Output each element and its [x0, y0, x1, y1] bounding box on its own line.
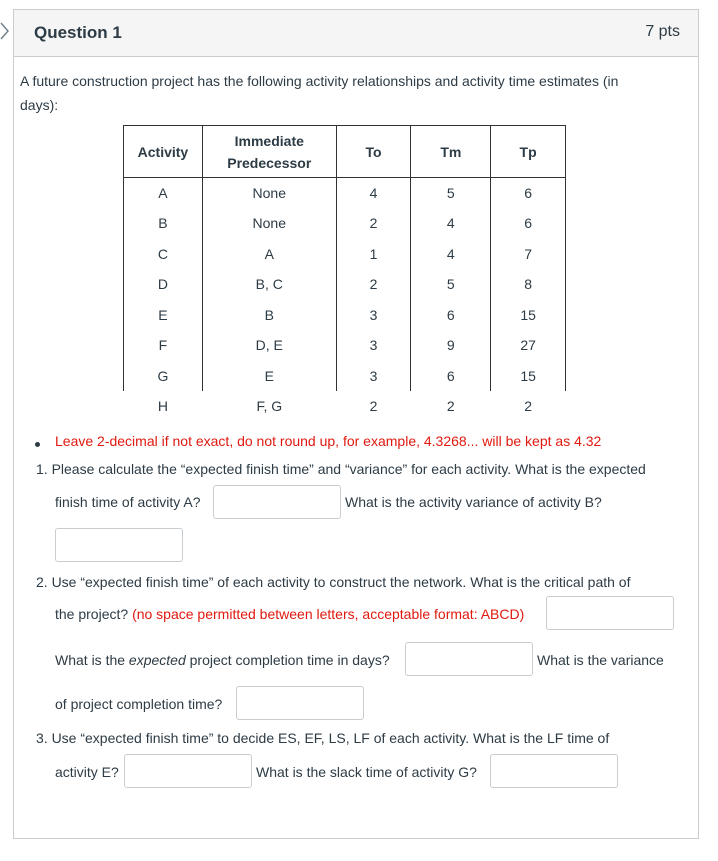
- cell-to: 3: [336, 330, 411, 361]
- header-predecessor-line1: Immediate: [234, 132, 304, 149]
- cell-tm: 2: [446, 398, 455, 415]
- completion-variance-input[interactable]: [236, 686, 364, 720]
- lf-e-input[interactable]: [124, 754, 252, 788]
- cell-activity: A: [124, 178, 203, 209]
- cell-predecessor: B, C: [202, 269, 336, 300]
- cell-tm: 4: [411, 208, 491, 239]
- q2-label-completion-time: [55, 652, 390, 668]
- chevron-right-icon[interactable]: [0, 22, 10, 40]
- q2-label-path-text: the project?: [55, 606, 129, 622]
- q2-label-variance-line2: of project completion time?: [55, 696, 223, 712]
- slack-g-input[interactable]: [490, 754, 618, 788]
- cell-predecessor: B: [202, 300, 336, 331]
- cell-tm: 4: [411, 239, 491, 270]
- q2-label-time-pre: What is the: [55, 652, 129, 668]
- q2-label-time-post: project completion time in days?: [185, 652, 390, 668]
- cell-tm: 5: [411, 269, 491, 300]
- cell-to: 1: [336, 239, 411, 270]
- table-row: [124, 269, 566, 300]
- q2-label-critical-path: [55, 606, 524, 622]
- table-row: [124, 391, 566, 422]
- question-title: Question 1: [34, 23, 122, 42]
- rounding-note: Leave 2-decimal if not exact, do not round up, for example, 4.3268... will be kept as 4.32: [55, 433, 602, 449]
- cell-tm: 9: [411, 330, 491, 361]
- cell-tm: 5: [411, 178, 491, 209]
- cell-to: 3: [336, 361, 411, 392]
- cell-activity: H: [157, 398, 168, 415]
- header-predecessor: [202, 126, 336, 178]
- cell-activity: D: [124, 269, 203, 300]
- cell-tm: 6: [411, 300, 491, 331]
- cell-tp: 6: [491, 208, 566, 239]
- cell-to: 2: [336, 269, 411, 300]
- bullet-dot: [35, 442, 40, 447]
- cell-tp: 6: [491, 178, 566, 209]
- cell-tp: 27: [491, 330, 566, 361]
- critical-path-input[interactable]: [546, 596, 674, 630]
- cell-to: 4: [336, 178, 411, 209]
- table-header-row: [124, 126, 566, 178]
- header-tp: Tp: [491, 126, 566, 178]
- cell-predecessor: E: [202, 361, 336, 392]
- q3-text: 3. Use “expected finish time” to decide ES, EF, LS, LF of each activity. What is the LF time of: [36, 730, 610, 746]
- q2-text: 2. Use “expected finish time” of each activity to construct the network. What is the critical path of: [36, 574, 631, 590]
- q2-label-variance-line1: What is the variance: [537, 652, 664, 668]
- cell-tp: 8: [491, 269, 566, 300]
- variance-b-input[interactable]: [55, 528, 183, 562]
- cell-activity: E: [124, 300, 203, 331]
- cell-to: 3: [336, 300, 411, 331]
- q2-label-time-em: expected: [128, 652, 186, 668]
- cell-activity: F: [124, 330, 203, 361]
- cell-tp: 2: [524, 398, 532, 415]
- completion-time-input[interactable]: [405, 642, 533, 676]
- q2-path-hint: (no space permitted between letters, acceptable format: ABCD): [132, 606, 525, 622]
- cell-to: 2: [369, 398, 378, 415]
- header-activity: Activity: [124, 126, 203, 178]
- header-to: To: [336, 126, 411, 178]
- table-row: [124, 330, 566, 361]
- cell-tm: 6: [411, 361, 491, 392]
- cell-predecessor: F, G: [256, 398, 283, 415]
- cell-predecessor: D, E: [202, 330, 336, 361]
- cell-activity: G: [124, 361, 203, 392]
- q1-label-variance-b: What is the activity variance of activity B?: [345, 494, 602, 510]
- table-row: [124, 361, 566, 392]
- q1-label-finish-a: finish time of activity A?: [55, 494, 201, 510]
- table-row: [124, 239, 566, 270]
- cell-predecessor: None: [202, 178, 336, 209]
- cell-activity: C: [124, 239, 203, 270]
- q3-label-slack-g: What is the slack time of activity G?: [256, 764, 477, 780]
- q3-label-lf-e: activity E?: [55, 764, 119, 780]
- cell-tp: 7: [491, 239, 566, 270]
- table-row: [124, 178, 566, 209]
- cell-tp: 15: [491, 361, 566, 392]
- cell-predecessor: A: [202, 239, 336, 270]
- question-header: [14, 10, 698, 57]
- cell-tp: 15: [491, 300, 566, 331]
- cell-to: 2: [336, 208, 411, 239]
- finish-time-a-input[interactable]: [213, 485, 341, 519]
- question-intro: A future construction project has the following activity relationships and activity time estimates (in days):: [20, 73, 619, 113]
- q1-text: 1. Please calculate the “expected finish time” and “variance” for each activity. What is the expected: [36, 461, 646, 477]
- question-points: 7 pts: [645, 23, 680, 40]
- table-row: [124, 208, 566, 239]
- table-row: [124, 300, 566, 331]
- cell-activity: B: [124, 208, 203, 239]
- header-tm: Tm: [411, 126, 491, 178]
- activity-table: [123, 125, 566, 422]
- cell-predecessor: None: [202, 208, 336, 239]
- header-predecessor-line2: Predecessor: [227, 154, 312, 171]
